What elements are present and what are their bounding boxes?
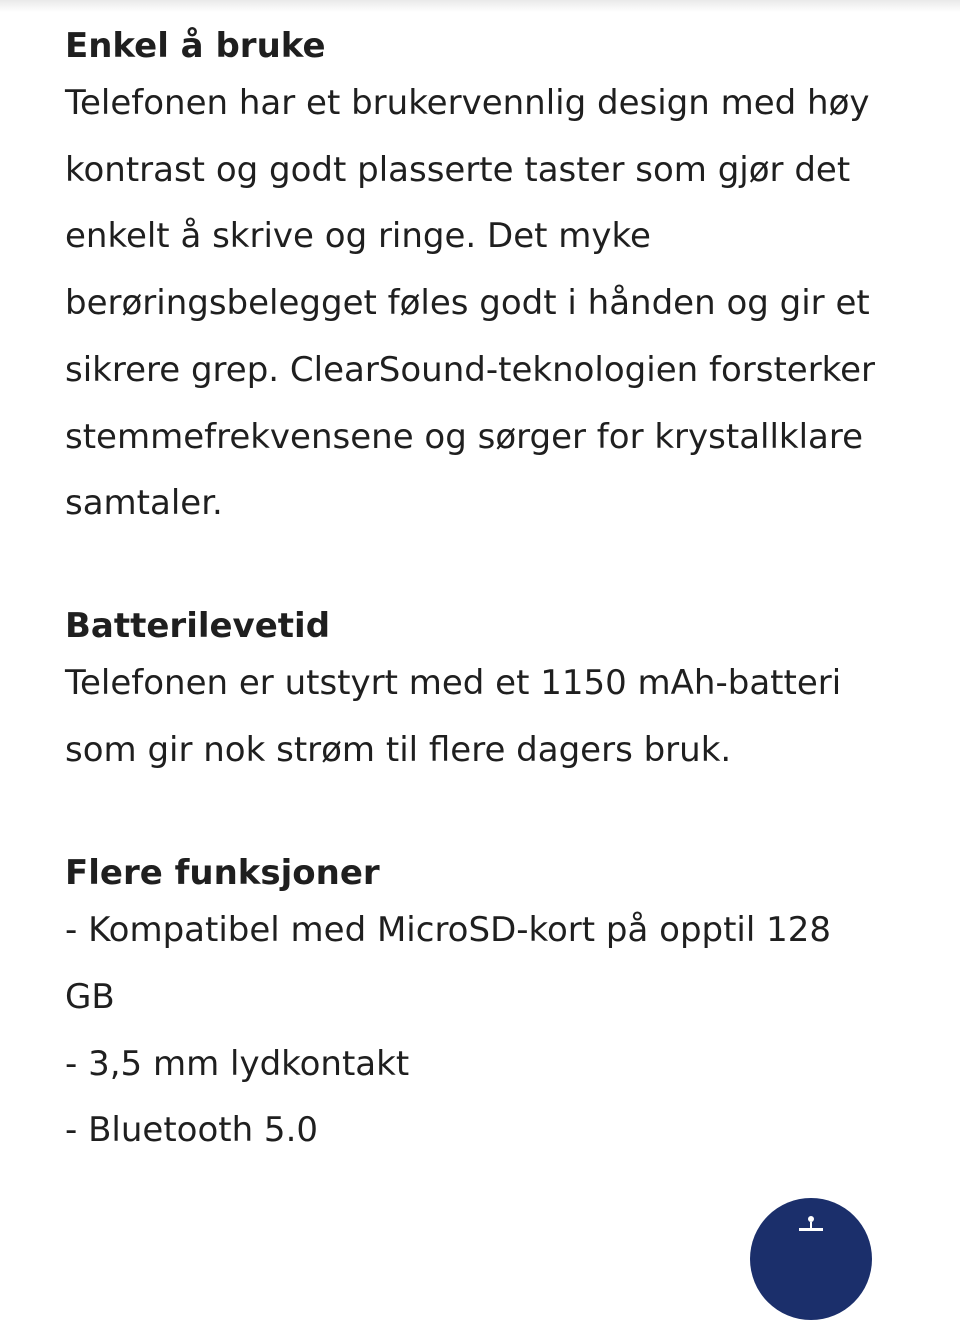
list-item: - Bluetooth 5.0 [65,1110,319,1151]
paragraph-line: enkelt å skrive og ringe. Det myke [65,216,651,257]
section-title-battery: Batterilevetid [65,605,331,646]
section-spacer [65,537,905,602]
paragraph-line: stemmefrekvensene og sørger for krystallklare [65,416,864,457]
paragraph-line: kontrast og godt plasserte taster som gjør det [65,149,851,190]
section-title-easy-to-use: Enkel å bruke [65,26,326,66]
product-description [65,22,905,1164]
top-shadow [0,0,960,12]
paragraph-line: som gir nok strøm til flere dagers bruk. [65,729,732,770]
paragraph-line: berøringsbelegget føles godt i hånden og gir et [65,283,870,324]
assistant-icon [805,1216,817,1234]
list-item: - Kompatibel med MicroSD-kort på opptil 128 [65,910,832,951]
list-item: - 3,5 mm lydkontakt [65,1043,410,1084]
section-spacer [65,783,905,849]
paragraph-line: Telefonen er utstyrt med et 1150 mAh-batteri [65,662,842,703]
paragraph-line: Telefonen har et brukervennlig design med høy [65,83,870,123]
list-item: GB [65,977,115,1018]
paragraph-line: sikrere grep. ClearSound-teknologien forsterker [65,349,876,390]
paragraph-line: samtaler. [65,483,223,524]
floating-chat-button[interactable] [750,1198,872,1320]
section-title-features: Flere funksjoner [65,853,380,894]
